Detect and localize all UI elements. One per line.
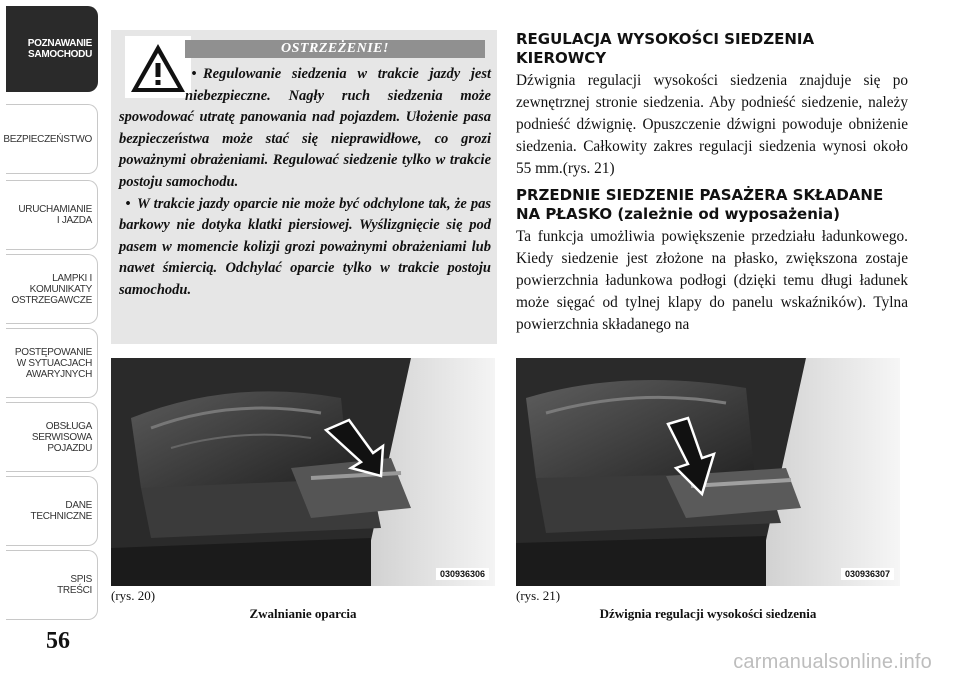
chapter-sidebar [0,0,98,678]
tab-uruchamianie-i-jazda[interactable]: URUCHAMIANIE I JAZDA [6,180,98,250]
bullet: • [191,66,197,82]
section-heading-passenger-fold-flat: PRZEDNIE SIEDZENIE PASAŻERA SKŁADANE NA PŁASKO (zależnie od wyposażenia) [516,186,884,223]
warning-paragraph-1: Regulowanie siedzenia w trakcie jazdy jest niebezpieczne. Nagły ruch siedzenia może spowodować utratę panowania nad pojazdem. Ułożenie pasa bezpieczeństwa może stać się nieprawidłowe, co grozi poważnymi obrażeniami. Regulować siedzenie tylko w trakcie postoju samochodu. [119,66,491,190]
warning-title: OSTRZEŻENIE! [185,40,485,58]
figure-seat-height-lever [516,358,900,586]
tab-spis-tresci[interactable]: SPIS TREŚCI [6,550,98,620]
tab-bezpieczenstwo[interactable]: BEZPIECZEŃSTWO [6,104,98,174]
tab-obsluga-serwisowa[interactable]: OBSŁUGA SERWISOWA POJAZDU [6,402,98,472]
tab-dane-techniczne[interactable]: DANE TECHNICZNE [6,476,98,546]
figure-number: (rys. 21) [516,588,561,603]
warning-paragraph-2: W trakcie jazdy oparcie nie może być odchylone tak, że pas barkowy nie dotyka klatki piersiowej. Wyślizgnięcie się pod pasem w momencie kolizji grozi poważnymi obrażeniami lub nawet śmiercią. Odchylać oparcie tylko w trakcie postoju samochodu. [119,195,491,298]
figure-title: Dźwignia regulacji wysokości siedzenia [599,606,817,621]
bullet: • [125,195,131,212]
section-body-driver-seat-height: Dźwignia regulacji wysokości siedzenia znajduje się po zewnętrznej stronie siedzenia. Aby podnieść siedzenie, należy podnieść dźwignię. Opuszczenie dźwigni powoduje obniżenie siedzenia. Całkowity zakres regulacji siedzenia wynosi około 55 mm.(rys. 21) [516,72,908,177]
watermark: carmanualsonline.info [733,651,932,673]
figure-number: (rys. 20) [111,588,156,603]
warning-text [119,64,491,302]
figure-code: 030936307 [841,568,894,580]
section-body-passenger-fold-flat: Ta funkcja umożliwia powiększenie przedziału ładunkowego. Kiedy siedzenie jest złożone na płasko, zwiększona zostaje powierzchnia ładunkowa podłogi (dzięki temu długi ładunek może sięgać od tylnej klapy do panelu wskaźników). Tylna powierzchnia składanego na [516,228,908,333]
tab-poznawanie-samochodu[interactable]: POZNAWANIE SAMOCHODU [6,6,98,92]
tab-postepowanie-awaryjne[interactable]: POSTĘPOWANIE W SYTUACJACH AWARYJNYCH [6,328,98,398]
figure-title: Zwalnianie oparcia [249,606,357,621]
figure-code: 030936306 [436,568,489,580]
right-column [516,30,908,336]
section-heading-driver-seat-height: REGULACJA WYSOKOŚCI SIEDZENIA KIEROWCY [516,30,815,67]
tab-lampki-i-komunikaty[interactable]: LAMPKI I KOMUNIKATY OSTRZEGAWCZE [6,254,98,324]
seat-photo-illustration [516,358,900,586]
seat-photo-illustration [111,358,495,586]
page-number: 56 [46,628,70,654]
warning-box [111,30,497,344]
figure-seatback-release [111,358,495,586]
